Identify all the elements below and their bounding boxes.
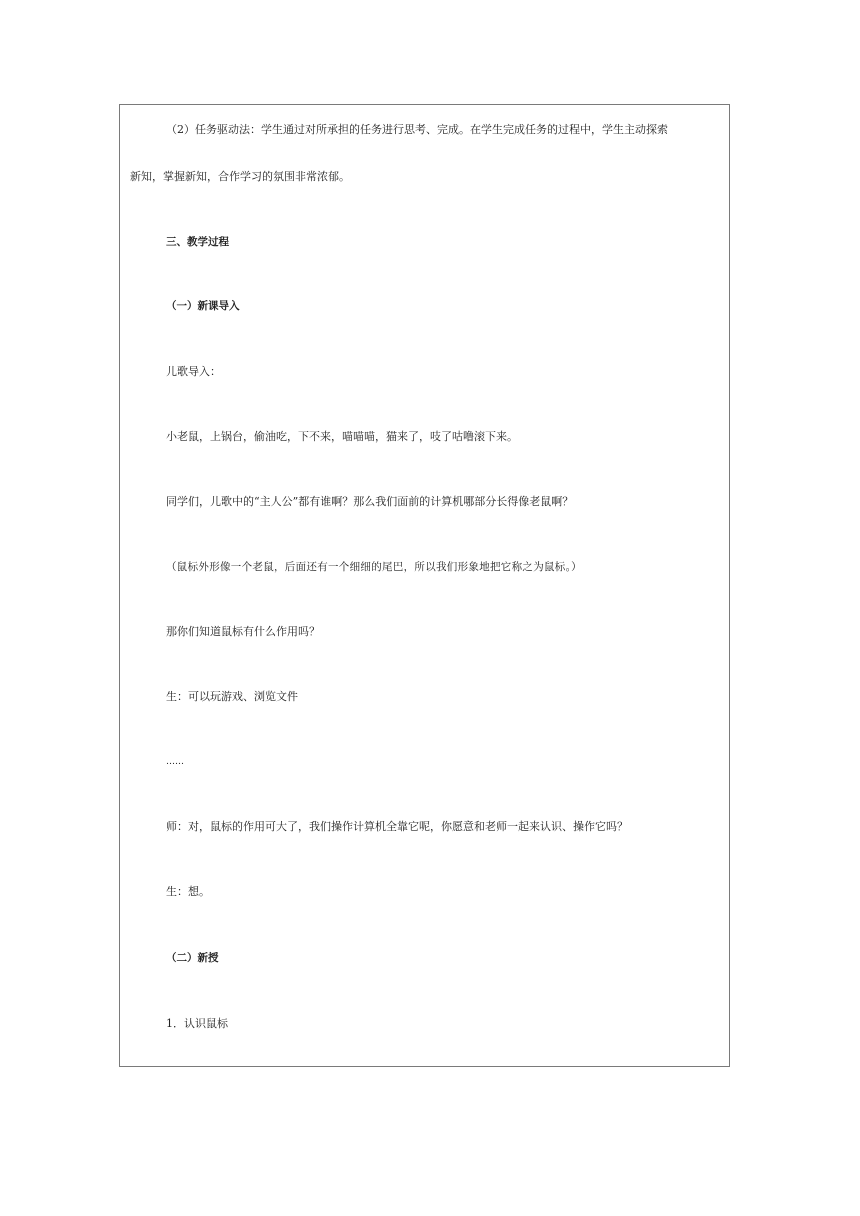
- student-answer-2: 生：想。: [166, 885, 210, 898]
- explanation-mouse-shape: （鼠标外形像一个老鼠，后面还有一个细细的尾巴，所以我们形象地把它称之为鼠标。）: [166, 561, 582, 573]
- subsection-heading-new-lesson-intro: （一）新课导入: [166, 300, 240, 312]
- ellipsis: ……: [166, 757, 184, 767]
- section-heading-teaching-process: 三、教学过程: [166, 236, 229, 248]
- intro-label: 儿歌导入：: [166, 365, 221, 378]
- question-protagonist: 同学们，儿歌中的“主人公”都有谁啊？那么我们面前的计算机哪部分长得像老鼠啊？: [166, 495, 574, 508]
- paragraph-task-driven-line2: 新知，掌握新知，合作学习的氛围非常浓郁。: [130, 170, 350, 183]
- paragraph-task-driven-line1: （2）任务驱动法：学生通过对所承担的任务进行思考、完成。在学生完成任务的过程中，学生主动探索: [166, 123, 668, 136]
- list-item-recognize-mouse: 1．认识鼠标: [166, 1017, 228, 1030]
- teacher-reply: 师：对，鼠标的作用可大了，我们操作计算机全靠它呢，你愿意和老师一起来认识、操作它吗？: [166, 820, 628, 833]
- nursery-rhyme: 小老鼠，上锅台，偷油吃，下不来，喵喵喵，猫来了，吱了咕噜滚下来。: [166, 430, 518, 443]
- question-mouse-function: 那你们知道鼠标有什么作用吗？: [166, 625, 320, 638]
- subsection-heading-new-teaching: （二）新授: [166, 952, 219, 964]
- student-answer-1: 生：可以玩游戏、浏览文件: [166, 690, 298, 703]
